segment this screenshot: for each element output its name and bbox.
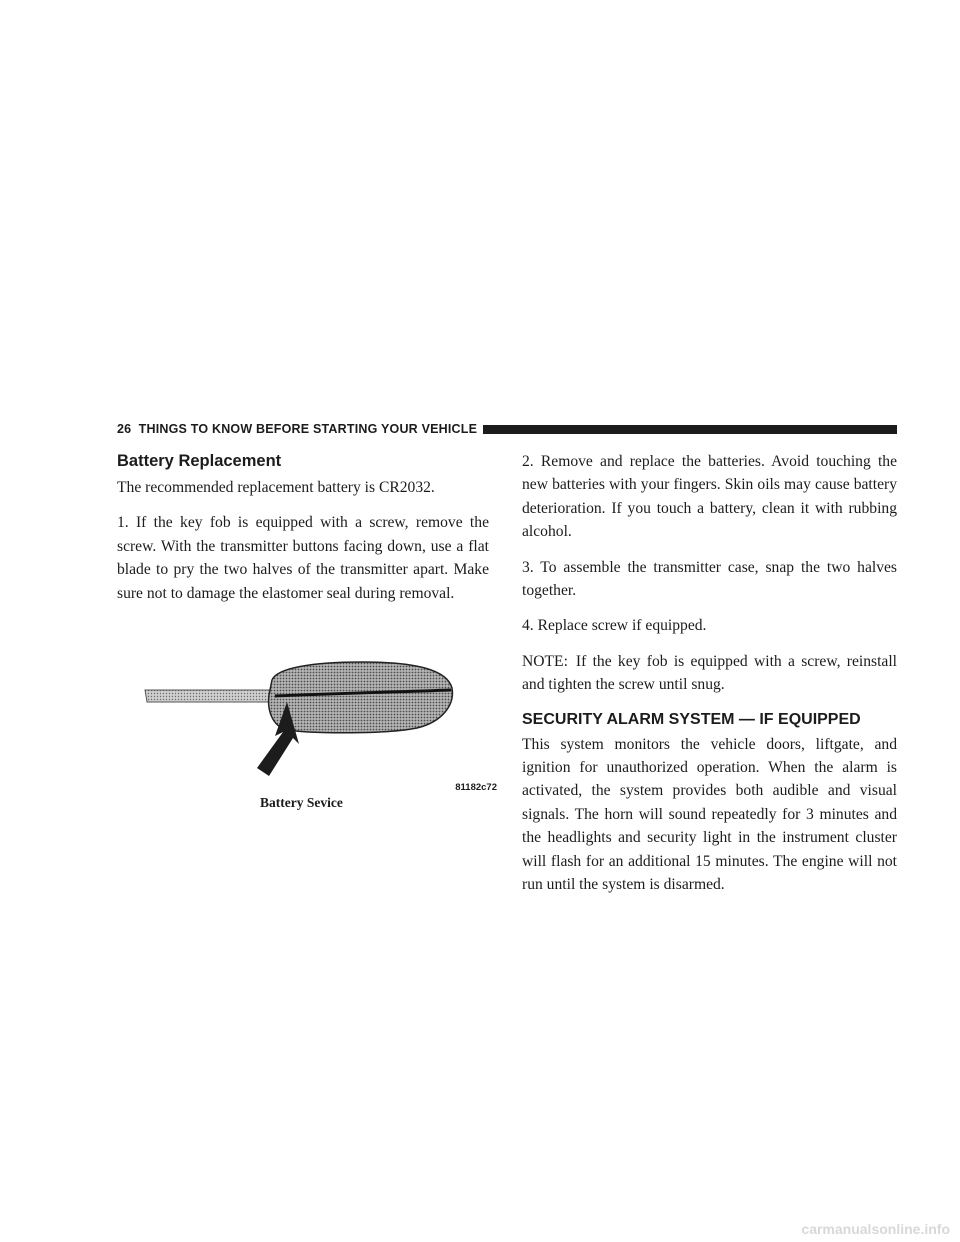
note-text: If the key fob is equipped with a screw, reinstall and tighten the screw until snug. bbox=[522, 652, 897, 694]
step-2-paragraph: 2. Remove and replace the batteries. Avoid touching the new batteries with your fingers. Skin oils may cause battery deterioration. If you touch a battery, clean it with rubbing alcohol. bbox=[522, 453, 897, 541]
header-title: THINGS TO KNOW BEFORE STARTING YOUR VEHICLE bbox=[138, 422, 478, 436]
figure-caption: Battery Sevice bbox=[260, 795, 343, 810]
figure-code: 81182c72 bbox=[455, 782, 497, 793]
page-header-text bbox=[117, 422, 477, 436]
battery-type-paragraph: The recommended replacement battery is CR2032. bbox=[117, 479, 435, 496]
security-alarm-heading: SECURITY ALARM SYSTEM — IF EQUIPPED bbox=[522, 710, 861, 728]
key-fob-illustration bbox=[117, 650, 497, 800]
step-1-paragraph: 1. If the key fob is equipped with a screw, remove the screw. With the transmitter buttons facing down, use a flat blade to pry the two halves of the transmitter apart. Make sure not to damage the elastomer seal during removal. bbox=[117, 514, 489, 602]
note-label: NOTE: bbox=[522, 652, 568, 670]
note-paragraph bbox=[522, 650, 897, 697]
page-number: 26 bbox=[117, 422, 132, 436]
right-column bbox=[522, 450, 897, 909]
left-column bbox=[117, 450, 489, 617]
step-4-paragraph: 4. Replace screw if equipped. bbox=[522, 617, 707, 635]
battery-replacement-heading: Battery Replacement bbox=[117, 452, 282, 470]
header-rule bbox=[483, 425, 897, 434]
watermark-logo: carmanualsonline.info bbox=[801, 1221, 950, 1237]
battery-service-figure bbox=[117, 650, 497, 810]
security-alarm-paragraph: This system monitors the vehicle doors, liftgate, and ignition for unauthorized operation. When the alarm is activated, the system provides both audible and visual signals. The horn will sound repeatedly for 3 minutes and the headlights and security light in the instrument cluster will flash for an additional 15 minutes. The engine will not run until the system is disarmed. bbox=[522, 735, 897, 894]
running-header bbox=[117, 421, 897, 437]
step-3-paragraph: 3. To assemble the transmitter case, snap the two halves together. bbox=[522, 558, 897, 600]
